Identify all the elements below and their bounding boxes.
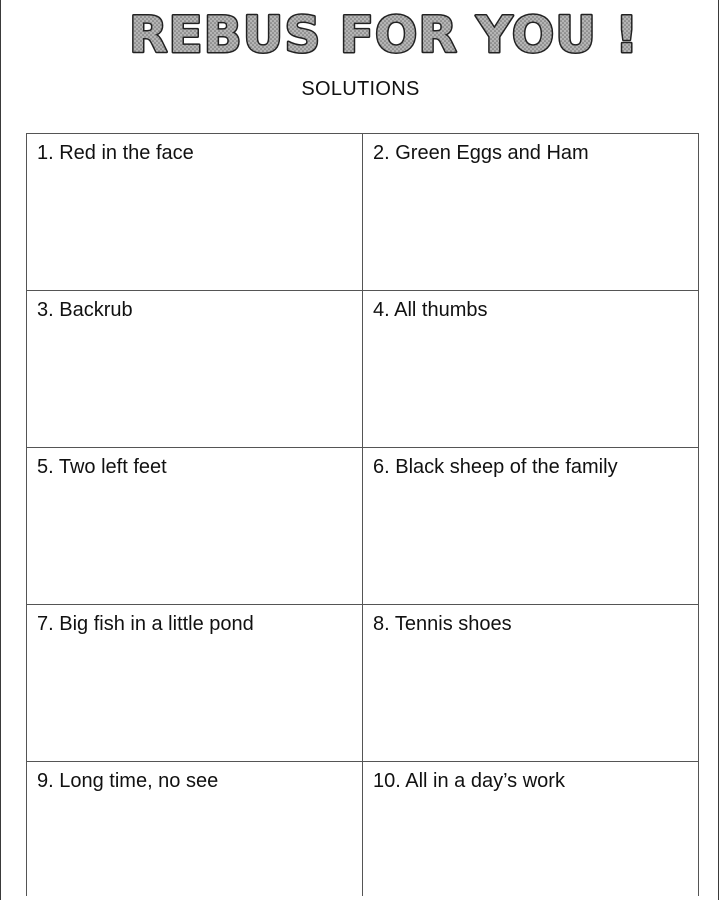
page-subtitle: SOLUTIONS [301, 78, 420, 100]
answer-cell-6: 6. Black sheep of the family [363, 448, 699, 605]
answer-cell-7: 7. Big fish in a little pond [27, 605, 363, 762]
answer-cell-10: 10. All in a day’s work [363, 762, 699, 896]
grid-row [27, 762, 699, 896]
answer-cell-8: 8. Tennis shoes [363, 605, 699, 762]
answer-cell-1: 1. Red in the face [27, 134, 363, 291]
page-title: REBUS FOR YOU ! [128, 6, 640, 64]
answer-cell-5: 5. Two left feet [27, 448, 363, 605]
solutions-grid [26, 133, 699, 896]
answer-cell-9: 9. Long time, no see [27, 762, 363, 896]
answer-cell-4: 4. All thumbs [363, 291, 699, 448]
grid-row [27, 291, 699, 448]
title-graphic [0, 0, 721, 70]
answer-cell-3: 3. Backrub [27, 291, 363, 448]
answer-cell-2: 2. Green Eggs and Ham [363, 134, 699, 291]
grid-row [27, 605, 699, 762]
grid-row [27, 134, 699, 291]
grid-row [27, 448, 699, 605]
title-banner [0, 0, 721, 70]
